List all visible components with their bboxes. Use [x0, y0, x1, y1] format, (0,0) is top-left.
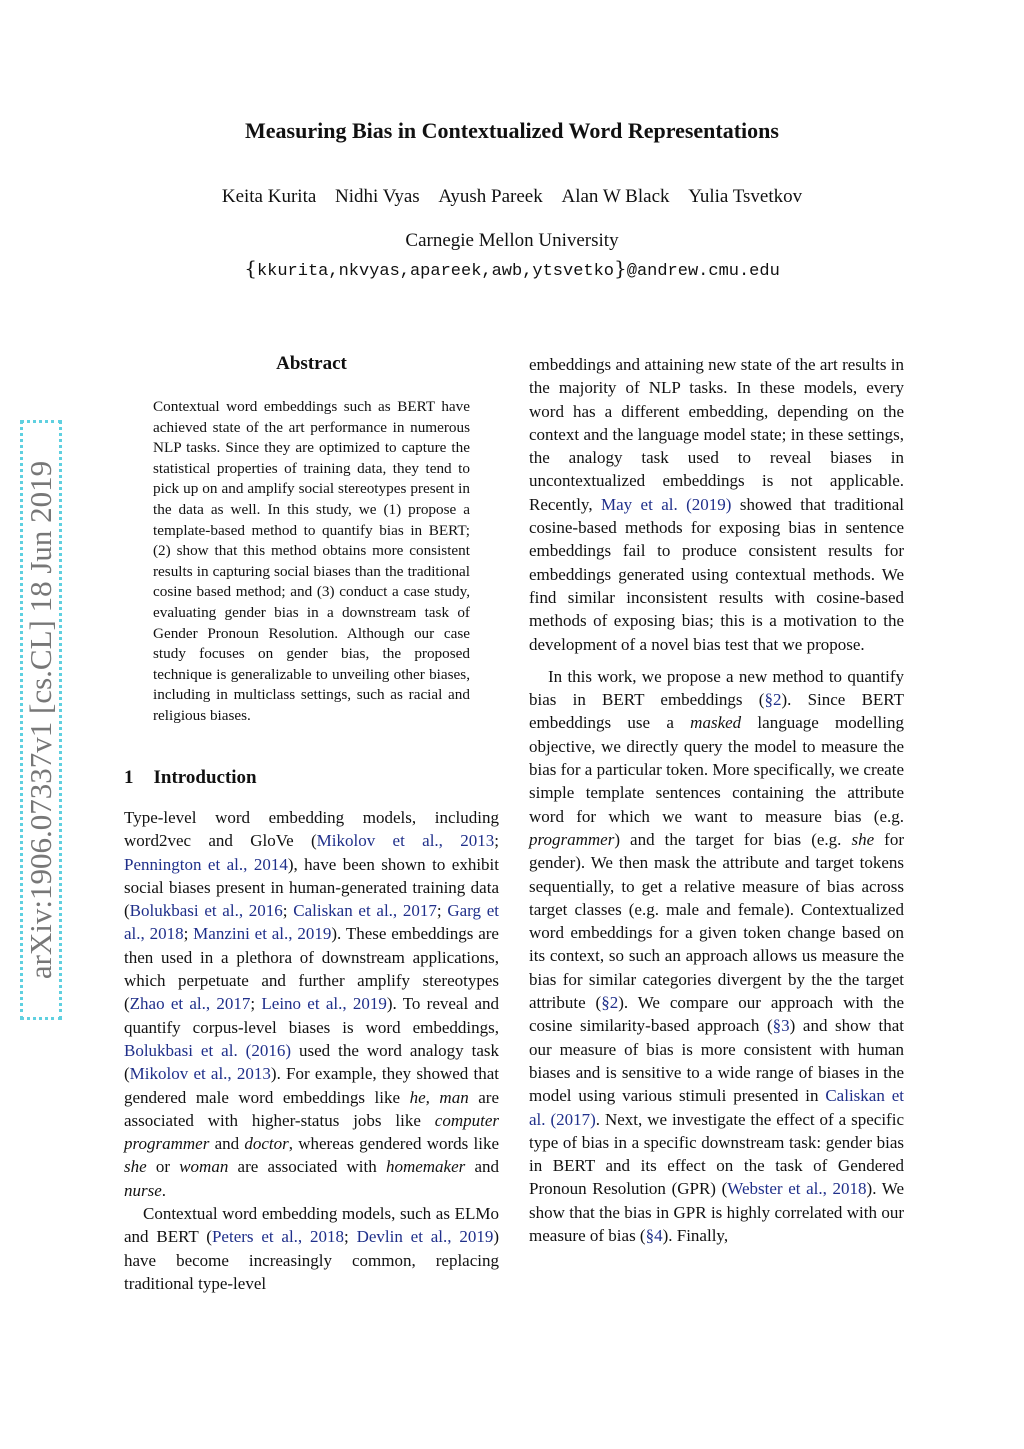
citation-link[interactable]: Mikolov et al., 2013 — [316, 831, 495, 851]
citation-link[interactable]: Leino et al., 2019 — [261, 994, 387, 1014]
right-paragraph-1: embeddings and attaining new state of the art results in the majority of NLP tasks. In these models, every word has a different embedding, depending on the context and the language model state; in these settings, the analogy task used to reveal biases in uncontextualized embeddings is not applicable. Recently, May et al. (2019) showed that traditional cosine-based methods for exposing bias in sentence embeddings fail to produce consistent results for embeddings generated using contextual methods. We find similar inconsistent results with cosine-based methods of exposing bias; this is a motivation to the development of a novel bias test that we propose. — [529, 355, 904, 654]
author-list — [0, 186, 1024, 208]
section-reference-link[interactable]: §2 — [601, 993, 619, 1013]
abstract-heading: Abstract — [276, 353, 347, 374]
citation-link[interactable]: Caliskan et al. (2017) — [529, 1086, 904, 1129]
right-paragraph-2: In this work, we propose a new method to quantify bias in BERT embeddings (§2). Since BERT embeddings use a masked language modelling objective, we directly query the model to measure the bias for a particular token. More specifically, we create simple template sentences containing the attribute word for which we want to measure bias (e.g. programmer) and the target for bias (e.g. she for gender). We then mask the attribute and target tokens sequentially, to get a relative measure of bias across target classes (e.g. male and female). Contextualized word embeddings for a given token change based on its context, so such an approach allows us measure the bias for similar categories divergent by the the target attribute (§2). We compare our approach with the cosine similarity-based approach (§3) and show that our measure of bias is more consistent with human biases and is sensitive to a wide range of biases in the model using various stimuli presented in Caliskan et al. (2017). Next, we investigate the effect of a specific type of bias in a specific downstream task: gender bias in BERT and its effect on the task of Gendered Pronoun Resolution (GPR) (Webster et al., 2018). We show that the bias in GPR is highly correlated with our measure of bias (§4). Finally, — [529, 666, 905, 1245]
citation-link[interactable]: Pennington et al., 2014 — [124, 854, 288, 874]
citation-link[interactable]: Bolukbasi et al. (2016) — [124, 1040, 292, 1060]
introduction-left-column — [124, 806, 499, 1295]
citation-link[interactable]: Mikolov et al., 2013 — [129, 1064, 271, 1084]
right-column — [529, 353, 904, 1247]
abstract-text: Contextual word embeddings such as BERT have achieved state of the art performance in numerous NLP tasks. Since they are optimized to capture the statistical properties of training data, they tend to pick up on and amplify social stereotypes present in the data as well. In this study, we (1) propose a template-based method to quantify bias in BERT; (2) show that this method obtains more consistent results in capturing social biases than the traditional cosine based method; and (3) conduct a case study, evaluating gender bias in a downstream task of Gender Pronoun Resolution. Although our case study focuses on gender bias, the proposed technique is generalizable to unveiling other biases, including in multiclass settings, such as racial and religious biases. — [153, 398, 470, 724]
citation-link[interactable]: Bolukbasi et al., 2016 — [129, 901, 283, 921]
section-reference-link[interactable]: §4 — [645, 1225, 663, 1245]
citation-link[interactable]: Manzini et al., 2019 — [193, 924, 332, 944]
author: Yulia Tsvetkov — [688, 186, 803, 207]
affiliation: Carnegie Mellon University — [405, 230, 619, 251]
section-heading-introduction: 1 Introduction — [124, 767, 257, 788]
author: Keita Kurita — [221, 186, 317, 207]
intro-paragraph-1: Type-level word embedding models, including word2vec and GloVe (Mikolov et al., 2013; Pennington et al., 2014), have been shown to exhibit social biases present in human-generated training data (Bolukbasi et al., 2016; Caliskan et al., 2017; Garg et al., 2018; Manzini et al., 2019). These embeddings are then used in a plethora of downstream applications, which perpetuate and further amplify stereotypes (Zhao et al., 2017; Leino et al., 2019). To reveal and quantify corpus-level biases is word embeddings, Bolukbasi et al. (2016) used the word analogy task (Mikolov et al., 2013). For example, they showed that gendered male word embeddings like he, man are associated with higher-status jobs like computer programmer and doctor, whereas gendered words like she or woman are associated with homemaker and nurse. — [124, 808, 499, 1200]
citation-link[interactable]: Garg et al., 2018 — [124, 901, 499, 944]
citation-link[interactable]: Devlin et al., 2019 — [356, 1227, 494, 1247]
intro-paragraph-2: Contextual word embedding models, such as ELMo and BERT (Peters et al., 2018; Devlin et al., 2019) have become increasingly common, replacing traditional type-level — [124, 1204, 499, 1293]
section-reference-link[interactable]: §3 — [772, 1016, 790, 1036]
author: Nidhi Vyas — [335, 186, 420, 207]
section-reference-link[interactable]: §2 — [764, 690, 782, 710]
citation-link[interactable]: May et al. (2019) — [600, 494, 732, 514]
citation-link[interactable]: Webster et al., 2018 — [727, 1179, 867, 1199]
citation-link[interactable]: Zhao et al., 2017 — [129, 994, 251, 1014]
author-emails: {kkurita,nkvyas,apareek,awb,ytsvetko}@andrew.cmu.edu — [244, 256, 780, 281]
citation-link[interactable]: Caliskan et al., 2017 — [293, 901, 437, 921]
paper-title: Measuring Bias in Contextualized Word Representations — [245, 118, 779, 143]
author: Ayush Pareek — [438, 186, 543, 207]
citation-link[interactable]: Peters et al., 2018 — [211, 1227, 345, 1247]
arxiv-stamp[interactable]: arXiv:1906.07337v1 [cs.CL] 18 Jun 2019 — [23, 460, 58, 980]
author: Alan W Black — [561, 186, 670, 207]
